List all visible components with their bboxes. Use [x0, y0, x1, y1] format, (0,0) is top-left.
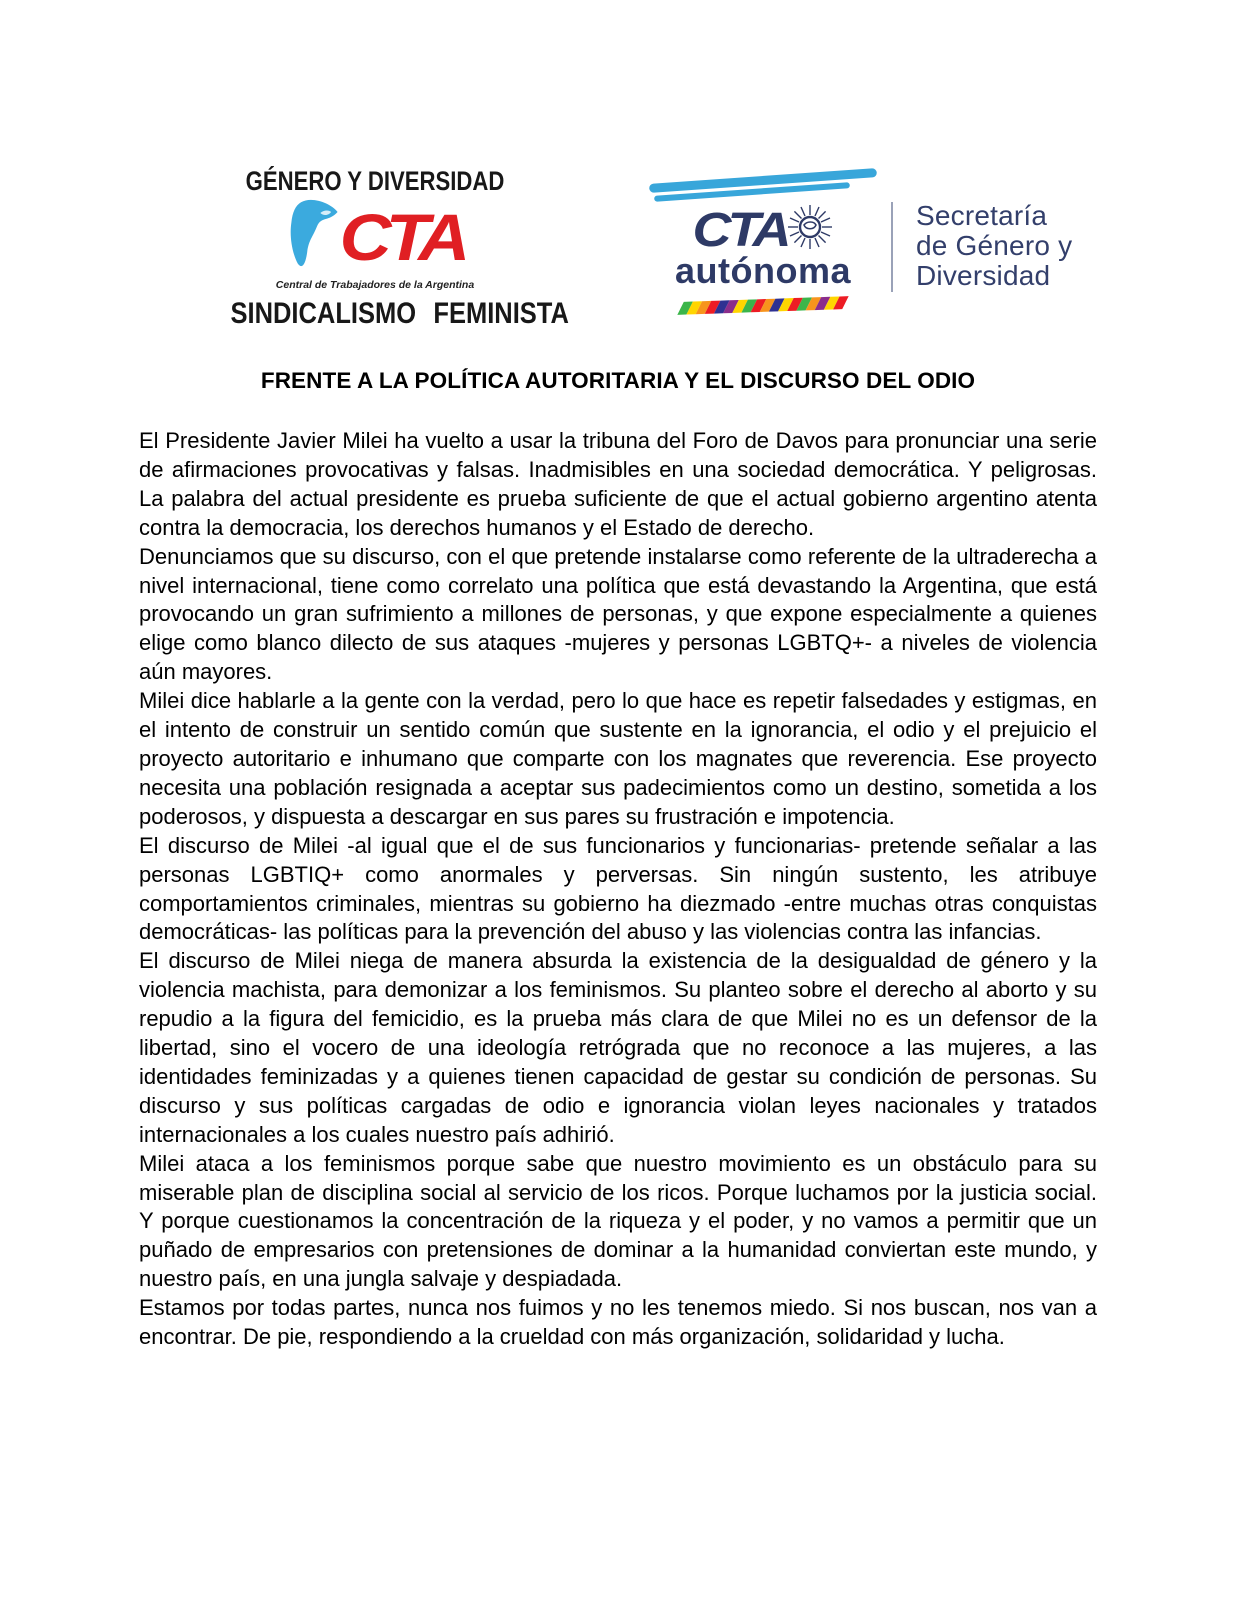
secretaria-line: Secretaría — [916, 200, 1048, 231]
genero-diversidad-label: GÉNERO Y DIVERSIDAD — [245, 166, 505, 196]
cta-autonoma-logo — [638, 176, 888, 312]
cta-red-logo — [205, 199, 545, 277]
paragraph: El Presidente Javier Milei ha vuelto a usar la tribuna del Foro de Davos para pronunciar una serie de afirmaciones provocativas y falsas. Inadmisibles en una sociedad democrática. Y peligrosas. La palabra del actual presidente es prueba suficiente de que el actual gobierno argentino atenta contra la democracia, los derechos humanos y el Estado de derecho. — [139, 428, 1097, 540]
cta-red-letters: CTA — [339, 201, 465, 275]
sun-of-may-icon — [787, 204, 833, 250]
logo-divider — [891, 202, 893, 292]
central-trabajadores-label: Central de Trabajadores de la Argentina — [275, 279, 475, 291]
paragraph: Estamos por todas partes, nunca nos fuimos y no les tenemos miedo. Si nos buscan, nos van a encontrar. De pie, respondiendo a la crueldad con más organización, solidaridad y lucha. — [139, 1295, 1097, 1350]
paragraph: El discurso de Milei -al igual que el de sus funcionarios y funcionarias- pretende señalar a las personas LGBTIQ+ como anormales y perversas. Sin ningún sustento, les atribuye comportamientos criminales, mientras su gobierno ha diezmado -entre muchas otras conquistas democráticas- las políticas para la prevención del abuso y las violencias contra las infancias. — [139, 832, 1097, 945]
cta-genero-diversidad-logo — [205, 166, 569, 331]
secretaria-title — [916, 201, 1072, 291]
document-body — [139, 368, 1097, 1352]
paragraph: Milei dice hablarle a la gente con la verdad, pero lo que hace es repetir falsedades y estigmas, en el intento de construir un sentido común que sustente en la ignorancia, el odio y el prejuicio el proyecto autoritario e inhumano que comparte con los magnates que reverencia. Ese proyecto necesita una población resignada a aceptar sus padecimientos como un destino, sometida a los poderosos, y dispuesta a descargar en sus pares su frustración e impotencia. — [139, 688, 1097, 829]
south-america-map-icon — [286, 198, 344, 284]
paragraph: Milei ataca a los feminismos porque sabe que nuestro movimiento es un obstáculo para su miserable plan de disciplina social al servicio de los ricos. Porque luchamos por la justicia social. Y porque cuestionamos la concentración de la riqueza y el poder, y no vamos a permitir que un puñado de empresarios con pretensiones de dominar a la humanidad conviertan este mundo, y nuestro país, en una jungla salvaje y despiadada. — [139, 1150, 1097, 1292]
autonoma-label: autónoma — [674, 250, 851, 291]
secretaria-line: de Género y — [916, 230, 1073, 261]
paragraph: El discurso de Milei niega de manera absurda la existencia de la desigualdad de género y la violencia machista, para demonizar a los feminismos. Su planteo sobre el derecho al aborto y su repudio a la figura del femicidio, es la prueba más clara de que Milei no es un defensor de la libertad, sino el vocero de una ideología retrógrada que no reconoce a las mujeres, a las identidades feminizadas y a quienes tienen capacidad de gestar su condición de personas. Su discurso y sus políticas cargadas de odio e ignorancia violan leyes nacionales y tratados internacionales a los cuales nuestro país adhirió. — [139, 948, 1097, 1147]
cta-navy-logo — [638, 203, 888, 257]
document-title: FRENTE A LA POLÍTICA AUTORITARIA Y EL DISCURSO DEL ODIO — [260, 368, 976, 393]
paragraph: Denunciamos que su discurso, con el que pretende instalarse como referente de la ultraderecha a nivel internacional, tiene como correlato una política que está devastando la Argentina, que está provocando un gran sufrimiento a millones de personas, y que expone especialmente a quienes elige como blanco dilecto de sus ataques -mujeres y personas LGBTQ+- a niveles de violencia aún mayores. — [139, 543, 1097, 685]
cta-navy-letters: CTA — [692, 203, 788, 257]
wiphala-stripe-icon — [633, 295, 894, 317]
sindicalismo-feminista-label: SINDICALISMO FEMINISTA — [230, 297, 569, 330]
secretaria-line: Diversidad — [916, 260, 1051, 291]
